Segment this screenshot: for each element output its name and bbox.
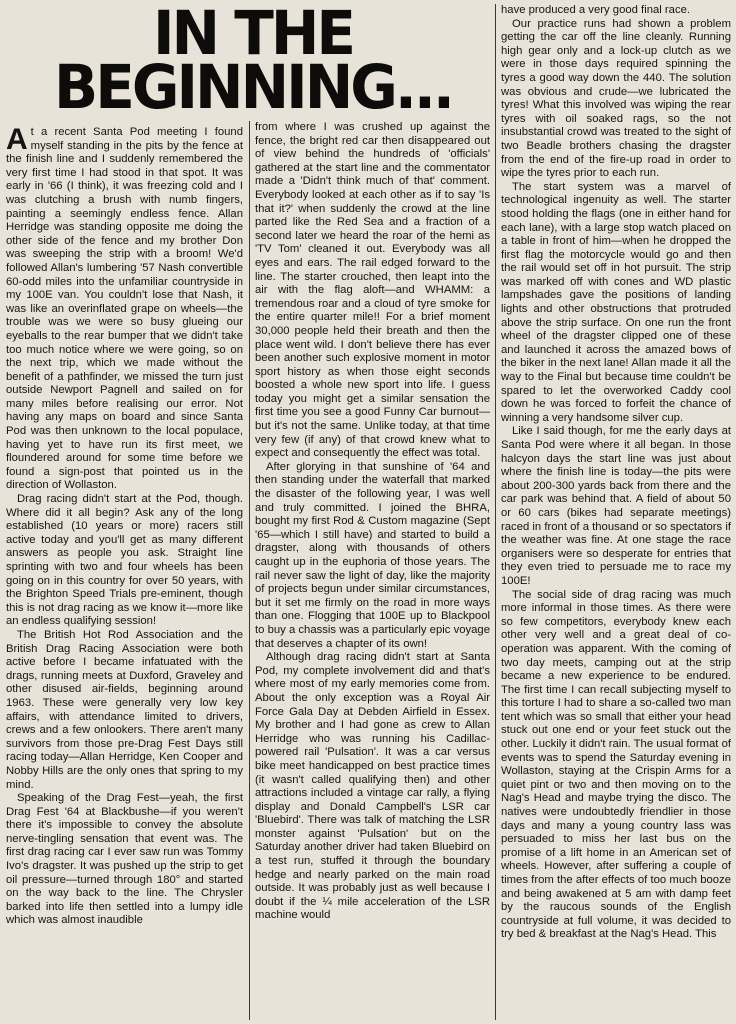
paragraph: Although drag racing didn't start at Santa Pod, my complete involvement did and that's where most of my early memories come from. About the only exception was a Royal Air Force Gala Day at Debden Airfield in Essex. My brother and I had gone as crew to Allan Herridge who was running his Cadillac-powered rail 'Pulsation'. It was a car versus bike meet handicapped on best practice times (it wasn't called qualifying then) and other attractions included a vintage car rally, a flying display and Donald Campbell's LSR car 'Bluebird'. There was talk of matching the LSR monster against 'Pulsation' but on the Saturday another driver had taken Bluebird on a test run, stuffed it through the boundary hedge and nearly parked on the main road outside. It was probably just as well because I doubt if the ¼ mile acceleration of the LSR machine would xyxy=(255,651,490,922)
paragraph-text: t a recent Santa Pod meeting I found myself standing in the pits by the fence at the finish line and I suddenly remembered the very first time I had stood in that spot. It was early in '66 (I think), it was freezing cold and I was clutching a brush with numb fingers, painting a seemingly endless fence. Allan Herridge was standing opposite me doing the other side of the fence and my brother Don was sweeping the strip with a broom! We'd followed Allan's lumbering '57 Nash convertible 60-odd miles into the unfamiliar countryside in my 100E van. You couldn't lose that Nash, it was like an overinflated grape on wheels—the trouble was we were so busy glueing our eyeballs to the rear bumper that we didn't take too much notice where we were going, so on the next trip, which we made without the benefit of a pathfinder, we missed the turn just outside Newport Pagnell and sailed on for many miles before realising our error. Not having any maps on board and since Santa Pod was then unknown to the local populace, having yet to have run its first meet, we floundered around for some time before we found a sign-post that pointed us in the direction of Wollaston. xyxy=(6,126,243,492)
headline xyxy=(18,0,488,123)
column-divider xyxy=(495,4,496,1020)
paragraph: Drag racing didn't start at the Pod, though. Where did it all begin? Ask any of the long established (10 years or more) racers still active today and you'll get as many different answers as people you ask. Straight line sprinting with two and four wheels has been going on in this country for over 50 years, with the Brighton Speed Trials pre-eminent, though this is not drag racing as we know it—more like an endless qualifying session! xyxy=(6,493,243,628)
paragraph: Like I said though, for me the early days at Santa Pod were where it all began. In those halcyon days the start line was just about where the finish line is today—the pits were about 200-300 yards back from there and the car park was behind that. A field of about 50 or 60 cars (bikes had separate meetings) raced in front of a thousand or so spectators if the weather was fine. At one stage the race organisers were so desperate for entries that they even tried to persuade me to race my 100E! xyxy=(501,425,731,587)
paragraph: The start system was a marvel of technological ingenuity as well. The starter stood holding the flags (one in either hand for each lane), with a large stop watch placed on a table in front of him—when he dropped the first flag the motorcycle would go and then the rail would set off in hot pursuit. The strip was marked off with cones and WD plastic lampshades gave the positions of landing lights and other obstructions that protruded above the strip surface. On one run the front wheel of the dragster clipped one of these and launched it across the amazed bows of the biker in the next lane! Allan made it all the way to the Final but because time couldn't be spared to let the overworked Caddy cool down he was forced to forfeit the chance of winning a very handsome silver cup. xyxy=(501,180,731,424)
column-divider xyxy=(249,121,250,1020)
headline-line-2: BEGINNING... xyxy=(54,51,452,123)
article-column-1 xyxy=(6,126,243,1020)
paragraph: from where I was crushed up against the fence, the bright red car then disappeared out of view behind the hundreds of 'officials' gathered at the start line and the commentator made a 'Didn't think much of that' comment. Everybody looked at each other as if to say 'Is that it?' when suddenly the crowd at the line parted like the Red Sea and a fraction of a second later we heard the roar of the hemi as 'TV Tom' cleaned it out. Everybody was all eyes and ears. The rail edged forward to the line. The starter crouched, then leapt into the air with the flag aloft—and WHAMM: a tremendous roar and a cloud of tyre smoke for the entire quarter mile!! For a brief moment 30,000 people held their breath and then the place went wild. I don't believe there has ever been another such explosive moment in motor sport history as when those eight seconds boosted a whole new sport into life. I guess today you might get a similar sensation the first time you see a good Funny Car burnout—but it's not the same. Unlike today, at that time very few (if any) of that crowd knew what to expect and consequently the effect was total. xyxy=(255,121,490,460)
drop-cap: A xyxy=(6,126,28,156)
paragraph: Our practice runs had shown a problem getting the car off the line cleanly. Running high gear only and a lock-up clutch as we were in those days required spinning the tyres a good way down the 440. The solution was obvious and crude—we lubricated the tyres! What this involved was wiping the rear tyres with oil soaked rags, so the not insubstantial crowd was treated to the sight of two Beadle brothers chasing the dragster from the end of the fire-up road in order to wipe the tyres prior to each run. xyxy=(501,17,731,180)
paragraph: have produced a very good final race. xyxy=(501,4,691,16)
paragraph: After glorying in that sunshine of '64 and then standing under the waterfall that marked the disaster of the following year, I was well and truly committed. I joined the BHRA, bought my first Rod & Custom magazine (Sept '65—which I still have) and started to build a dragster, along with thousands of others caught up in the euphoria of those years. The rail never saw the light of day, like the majority of projects begun under similar circumstances, but it set me firmly on the road in more ways than one. Flogging that 100E up to Blackpool to buy a chassis was a particularly epic voyage that deserves a chapter of its own! xyxy=(255,460,490,650)
paragraph: Speaking of the Drag Fest—yeah, the first Drag Fest '64 at Blackbushe—if you weren't there it's impossible to convey the absolute nerve-tingling sensation that event was. The first drag racing car I ever saw run was Tommy Ivo's dragster. It was pushed up the strip to get oil pressure—turned through 180° and started on the way back to the line. The Chrysler barked into life then settled into a lumpy idle which was almost inaudible xyxy=(6,792,243,927)
headline-line-1: IN THE xyxy=(152,0,354,69)
article-column-2 xyxy=(255,121,490,1020)
article-column-3 xyxy=(501,4,731,1020)
paragraph: The British Hot Rod Association and the British Drag Racing Association were both active before I became infatuated with the drags, running meets at Duxford, Graveley and other disused air-fields, beginning around 1963. These were generally very low key affairs, with attendance limited to drivers, crews and a few onlookers. There aren't many survivors from those pre-Drag Fest Days still racing today—Allan Herridge, Ken Cooper and Nobby Hills are the only ones that spring to my mind. xyxy=(6,628,243,791)
paragraph xyxy=(6,126,243,493)
paragraph: The social side of drag racing was much more informal in those times. As there were so few competitors, everybody knew each other very well and a great deal of co-operation was apparent. With the coming of two day meets, camping out at the strip became a new experience to be endured. The first time I can recall subjecting myself to this torture I had to share a so-called two man tent which was so small that either your head stuck out one end or your feet stuck out the other. Luckily it didn't rain. The usual format of events was to spend the Saturday evening in Wollaston, staying at the Crispin Arms for a quiet pint or two and then moving on to the Nag's Head and maybe trying the disco. The natives were undoubtedly friendlier in those days and many a young country lass was persuaded to miss her last bus on the promise of a lift home in an American set of wheels. However, after suffering a couple of times from the after effects of too much booze and being awakened at 5 am with damp feet by the raucous sounds of the English countryside at full volume, it was decided to try bed & breakfast at the Nag's Head. This xyxy=(501,588,731,941)
